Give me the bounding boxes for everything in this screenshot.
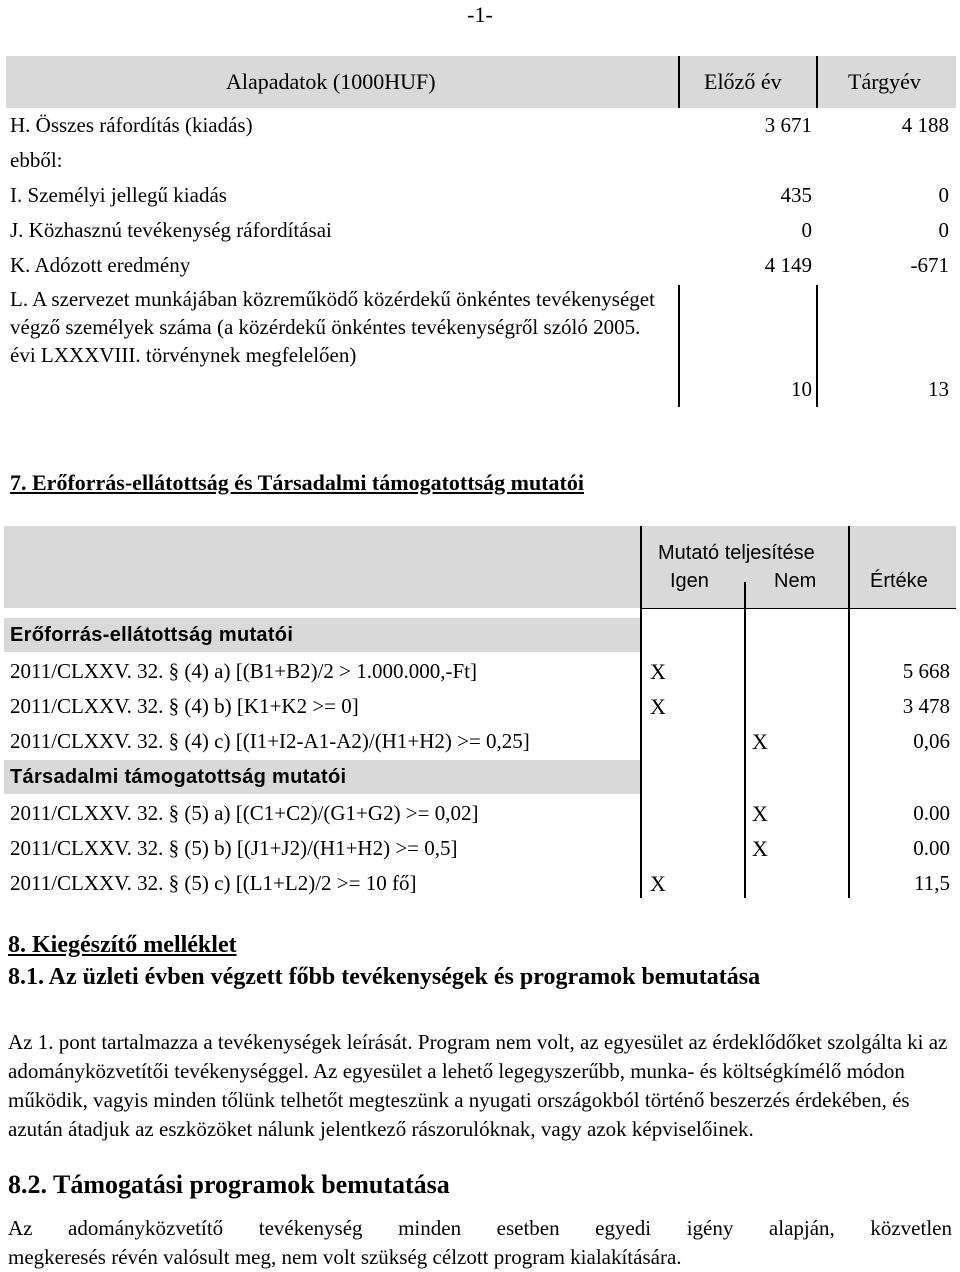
- group-heading: [4, 760, 640, 794]
- table-row: [4, 724, 956, 759]
- row-label: K. Adózott eredmény: [10, 253, 191, 277]
- yes-mark: X: [650, 871, 666, 896]
- yes-header: Igen: [670, 570, 709, 592]
- row-label: L. A szervezet munkájában közreműködő közérdekű önkéntes tevékenységet végző személyek száma (a közérdekű önkéntes tevékenységről szóló 2005. évi LXXXVIII. törvénynek megfelelően): [10, 287, 655, 367]
- table-row: [6, 108, 956, 143]
- row-label: I. Személyi jellegű kiadás: [10, 183, 227, 207]
- table-row: [4, 831, 956, 866]
- no-header: Nem: [774, 570, 817, 592]
- row-label: ebből:: [10, 148, 63, 172]
- header-rule: [640, 608, 956, 609]
- indicator-value: 0.00: [913, 836, 950, 860]
- indicator-table: [4, 526, 956, 898]
- indicator-label: 2011/CLXXV. 32. § (4) b) [K1+K2 >= 0]: [10, 694, 359, 718]
- group-label: Társadalmi támogatottság mutatói: [10, 766, 347, 788]
- table-row: [6, 143, 956, 178]
- table-row: [4, 796, 956, 831]
- current-value: 13: [928, 377, 949, 401]
- indicator-label: 2011/CLXXV. 32. § (5) c) [(L1+L2)/2 >= 10 fő]: [10, 871, 417, 895]
- table-row: [4, 866, 956, 901]
- table-row: [4, 654, 956, 689]
- column-divider: [816, 285, 818, 407]
- header-divider: [816, 56, 818, 108]
- row-label: H. Összes ráfordítás (kiadás): [10, 113, 253, 137]
- prev-value: 3 671: [764, 113, 812, 137]
- column-divider: [678, 285, 680, 407]
- indicator-value: 0.00: [913, 801, 950, 825]
- section-7-title: 7. Erőforrás-ellátottság és Társadalmi támogatottság mutatói: [10, 470, 584, 495]
- prev-value: 4 149: [764, 253, 812, 277]
- indicator-label: 2011/CLXXV. 32. § (5) b) [(J1+J2)/(H1+H2) >= 0,5]: [10, 836, 458, 860]
- row-label: J. Közhasznú tevékenység ráfordításai: [10, 218, 332, 242]
- basic-data-header-label: Alapadatok (1000HUF): [226, 69, 436, 94]
- basic-data-table: [6, 56, 956, 405]
- group-label: Erőforrás-ellátottság mutatói: [10, 624, 294, 646]
- prev-value: 0: [801, 218, 812, 242]
- indicator-label: 2011/CLXXV. 32. § (4) c) [(I1+I2-A1-A2)/(H1+H2) >= 0,25]: [10, 729, 530, 753]
- prev-value: 435: [780, 183, 812, 207]
- prev-year-header: Előző év: [704, 69, 782, 94]
- section-8-2-title: 8.2. Támogatási programok bemutatása: [8, 1170, 450, 1199]
- indicator-value: 3 478: [902, 694, 950, 718]
- current-value: -671: [910, 253, 949, 277]
- table-row: [4, 689, 956, 724]
- current-value: 4 188: [901, 113, 949, 137]
- indicator-header: [4, 526, 956, 608]
- current-year-header: Tárgyév: [848, 69, 921, 94]
- indicator-value: 0,06: [913, 729, 950, 753]
- yes-mark: X: [650, 694, 666, 719]
- no-mark: X: [752, 801, 768, 826]
- basic-data-rows: [6, 108, 956, 405]
- basic-data-header: [6, 56, 956, 108]
- indicator-value: 11,5: [914, 871, 950, 895]
- fulfilment-header: Mutató teljesítése: [658, 542, 815, 564]
- table-row: [6, 248, 956, 283]
- current-value: 0: [938, 218, 949, 242]
- section-8-1-text: Az 1. pont tartalmazza a tevékenységek leírását. Program nem volt, az egyesület az érdeklődőket szolgálta ki az adományközvetítői tevékenységgel. Az egyesület a lehető legegyszerűbb, munka- és költségkímélő módon működik, vagyis minden tőlünk telhetőt megteszünk a nyugati országokból történő beszerzés érdekében, és azután átadjuk az eszközöket nálunk jelentkező rászorulóknak, vagy azok képviselőinek.: [8, 1030, 948, 1141]
- value-header: Értéke: [870, 570, 928, 592]
- header-divider: [678, 56, 680, 108]
- page-number: -1-: [467, 2, 493, 27]
- group-heading: [4, 618, 640, 652]
- current-value: 0: [938, 183, 949, 207]
- yes-mark: X: [650, 659, 666, 684]
- section-8-2-line: megkeresés révén valósult meg, nem volt szükség célzott program kialakítására.: [8, 1245, 682, 1269]
- section-8-2-line: Az adományközvetítő tevékenység minden esetben egyedi igény alapján, közvetlen: [8, 1216, 952, 1240]
- prev-value: 10: [791, 377, 812, 401]
- indicator-label: 2011/CLXXV. 32. § (4) a) [(B1+B2)/2 > 1.000.000,-Ft]: [10, 659, 477, 683]
- section-8-2-text: [8, 1214, 952, 1272]
- no-mark: X: [752, 836, 768, 861]
- no-mark: X: [752, 729, 768, 754]
- table-row: [6, 178, 956, 213]
- table-row: [6, 213, 956, 248]
- section-8-title: 8. Kiegészítő melléklet: [8, 932, 237, 958]
- indicator-label: 2011/CLXXV. 32. § (5) a) [(C1+C2)/(G1+G2) >= 0,02]: [10, 801, 479, 825]
- indicator-value: 5 668: [902, 659, 950, 683]
- section-8-1-title: 8.1. Az üzleti évben végzett főbb tevékenységek és programok bemutatása: [8, 964, 761, 990]
- table-row: [6, 283, 956, 405]
